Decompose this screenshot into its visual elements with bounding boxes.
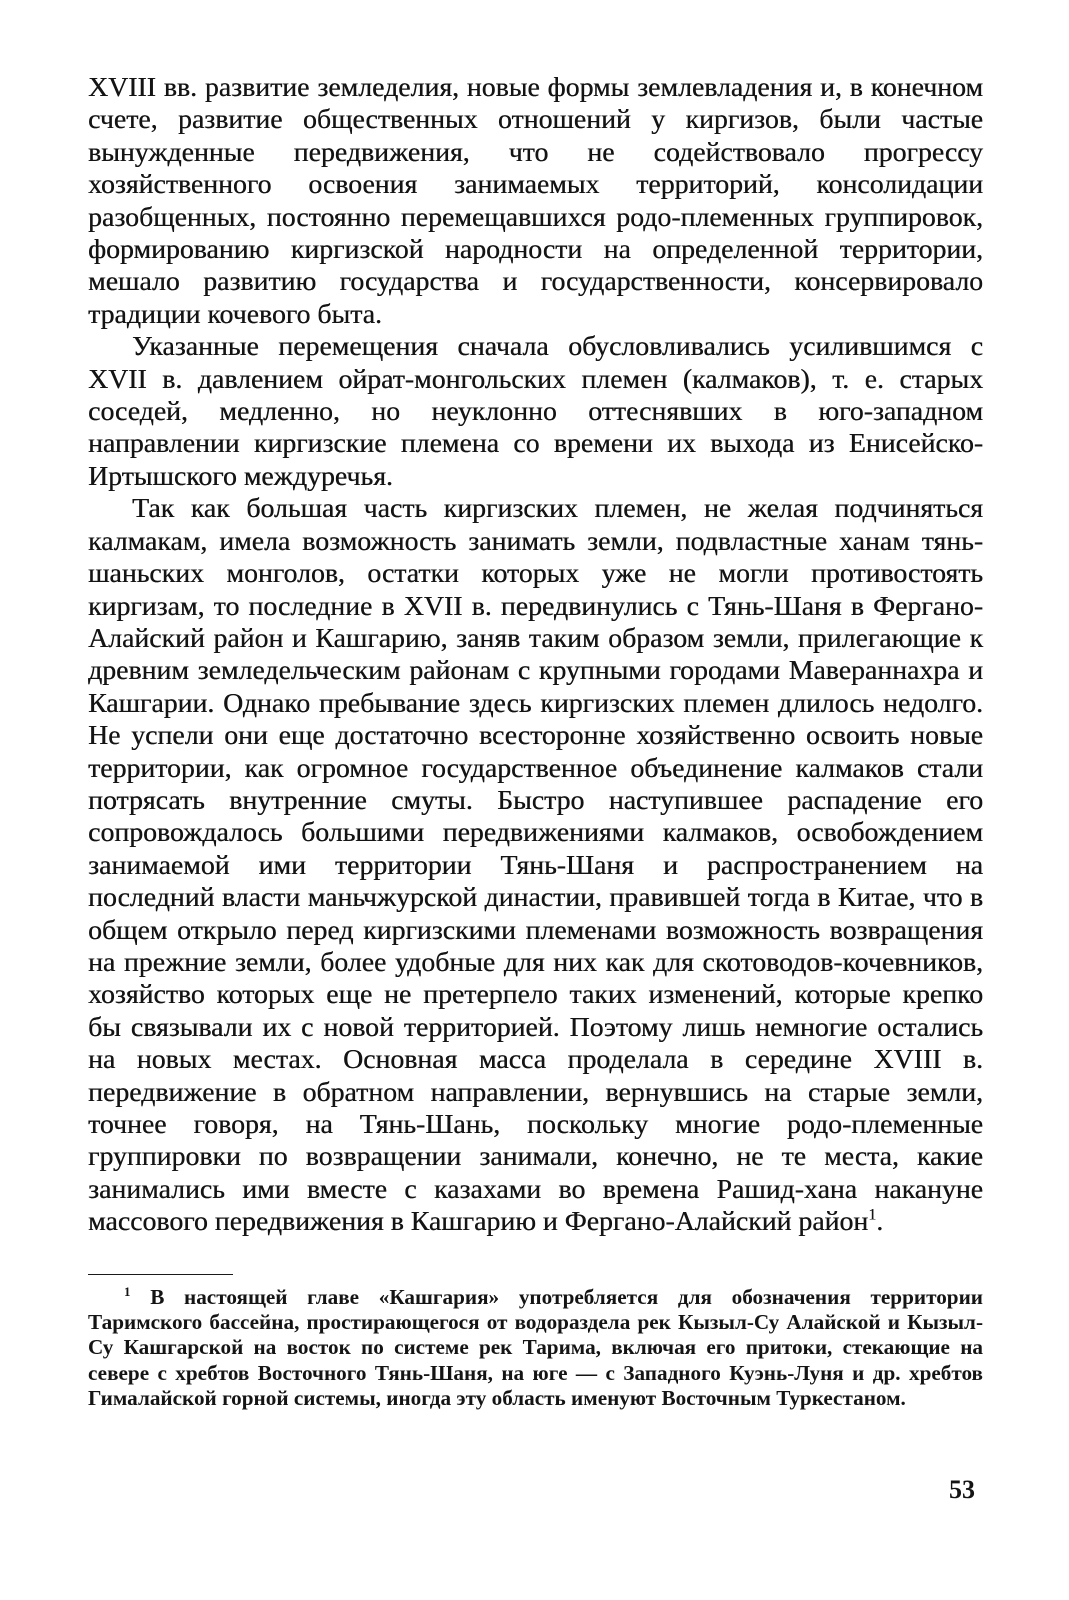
footnote-reference: 1 (868, 1206, 877, 1224)
body-text (88, 72, 983, 1239)
paragraph-1: XVIII вв. развитие земледелия, новые формы землевладения и, в конечном счете, развитие общественных отношений у киргизов, были частые вынужденные передвижения, что не содействовало прогрессу хозяйственного освоения занимаемых территорий, консолидации разобщенных, постоянно перемещавшихся родо-племенных группировок, формированию киргизской народности на определенной территории, мешало развитию государства и государственности, консервировало традиции кочевого быта. (88, 72, 983, 330)
footnote-paragraph (88, 1285, 983, 1411)
footnote-marker: 1 (124, 1283, 131, 1299)
paragraph-3-end: . (876, 1206, 884, 1238)
paragraph-3-text: Так как большая часть киргизских племен, не желая подчиняться калмакам, имела возможность занимать земли, подвластные ханам тянь-шаньских монголов, остатки которых уже не могли противостоять киргизам, то последние в XVII в. передвинулись с Тянь-Шаня в Ферганo-Алайский район и Кашгарию, заняв таким образом земли, прилегающие к древним земледельческим районам с крупными городами Мавераннахра и Кашгарии. Однако пребывание здесь киргизских племен длилось недолго. Не успели они еще достаточно всесторонне хозяйственно освоить новые территории, как огромное государственное объединение калмаков стали потрясать внутренние смуты. Быстро наступившее распадение его сопровождалось большими передвижениями калмаков, освобождением занимаемой ими территории Тянь-Шаня и распространением на последний власти маньчжурской династии, правившей тогда в Китае, что в общем открыло перед киргизскими племенами возможность возвращения на прежние земли, более удобные для них как для скотоводов-кочевников, хозяйство которых еще не претерпело таких изменений, которые крепко бы связывали их с новой территорией. Поэтому лишь немногие остались на новых местах. Основная масса проделала в середине XVIII в. передвижение в обратном направлении, вернувшись на старые земли, точнее говоря, на Тянь-Шань, поскольку многие родо-племенные группировки по возвращении занимали, конечно, не те места, какие занимались ими вместе с казахами во времена Рашид-хана накануне массового передвижения в Кашгарию и Ферганo-Алайский район (88, 493, 983, 1238)
paragraph-2: Указанные перемещения сначала обусловливались усилившимся с XVII в. давлением ойрат-монгольских племен (калмаков), т. е. старых соседей, медленно, но неуклонно оттеснявших в юго-западном направлении киргизские племена со времени их выхода из Енисейско-Иртышского междуречья. (88, 331, 983, 492)
page-number: 53 (949, 1475, 975, 1504)
footnote-divider (88, 1274, 233, 1275)
footnote (88, 1285, 983, 1411)
paragraph-3 (88, 493, 983, 1238)
footnote-text: В настоящей главе «Кашгария» употребляется для обозначения территории Таримского бассейна, простирающегося от водораздела рек Кызыл-Су Алайской и Кызыл-Су Кашгарской на восток по системе рек Тарима, включая его притоки, стекающие на севере с хребтов Восточного Тянь-Шаня, на юге — с Западного Куэнь-Луня и др. хребтов Гималайской горной системы, иногда эту область именуют Восточным Туркестаном. (88, 1285, 983, 1410)
